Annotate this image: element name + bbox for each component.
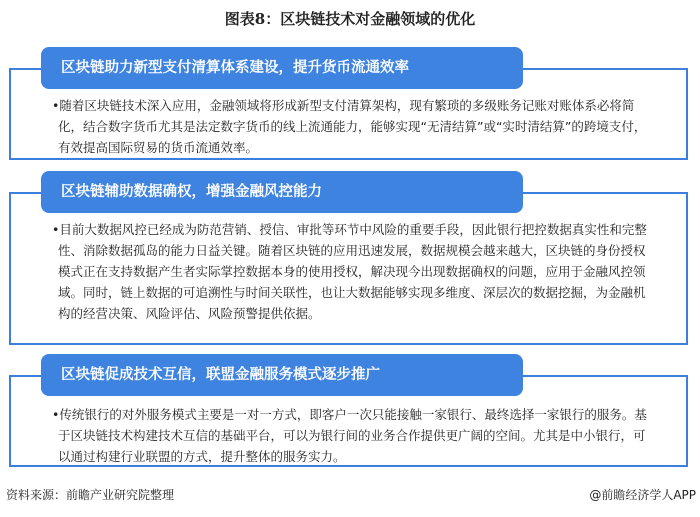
section-heading-1: 区块链助力新型支付清算体系建设，提升货币流通效率: [41, 47, 523, 89]
section-heading-3: 区块链促成技术互信，联盟金融服务模式逐步推广: [41, 354, 523, 396]
credit-note: @前瞻经济学人APP: [589, 488, 696, 502]
figure-title: 图表8：区块链技术对金融领域的优化: [224, 10, 476, 28]
section-text-2: •目前大数据风控已经成为防范营销、授信、审批等环节中风险的重要手段，因此银行把控数据真实性和完整性、消除数据孤岛的能力日益关键。随着区块链的应用迅速发展，数据规模会越来越大，区块链的身份授权模式正在支持数据产生者实际掌控数据本身的使用授权，解决现今出现数据确权的问题，应用于金融风控领域。同时，链上数据的可追溯性与时间关联性，也让大数据能够实现多维度、深层次的数据挖掘，为金融机构的经营决策、风险评估、风险预警提供依据。: [52, 222, 647, 321]
source-note: 资料来源：前瞻产业研究院整理: [6, 488, 175, 502]
section-text-3: •传统银行的对外服务模式主要是一对一方式，即客户一次只能接触一家银行、最终选择一家银行的服务。基于区块链技术构建技术互信的基础平台，可以为银行间的业务合作提供更广阔的空间。尤其是中小银行，可以通过构建行业联盟的方式，提升整体的服务实力。: [52, 407, 647, 464]
section-text-1: •随着区块链技术深入应用，金融领域将形成新型支付清算架构，现有繁琐的多级账务记账对账体系必将简化，结合数字货币尤其是法定数字货币的线上流通能力，能够实现“无清结算”或“实时清结算”的跨境支付，有效提高国际贸易的货币流通效率。: [52, 98, 647, 155]
section-heading-2: 区块链辅助数据确权，增强金融风控能力: [41, 171, 523, 213]
